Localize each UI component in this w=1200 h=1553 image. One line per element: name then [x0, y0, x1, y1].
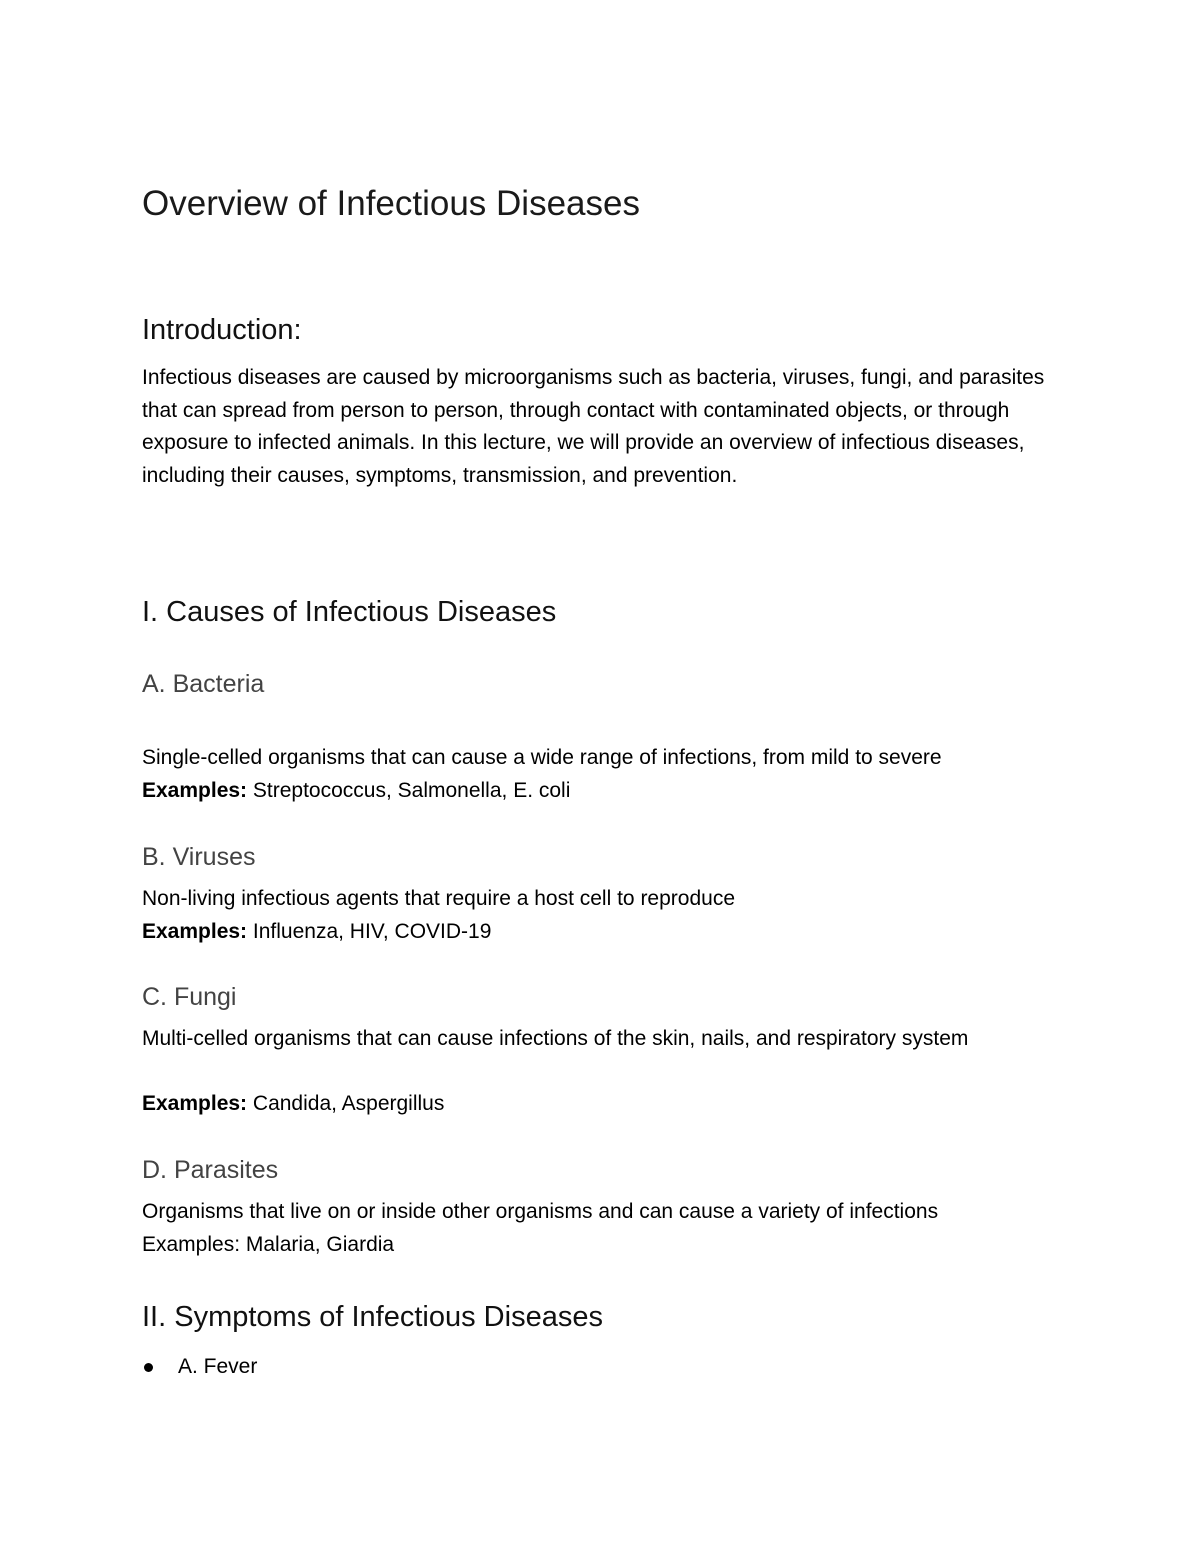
fungi-description: Multi-celled organisms that can cause infections of the skin, nails, and respiratory system: [142, 1027, 969, 1050]
examples-label: Examples:: [142, 920, 248, 943]
bullet-icon: [144, 1363, 153, 1372]
list-item: [178, 1351, 257, 1384]
parasites-examples: Examples: Malaria, Giardia: [142, 1233, 395, 1256]
bacteria-examples: [142, 775, 570, 808]
bacteria-description: Single-celled organisms that can cause a wide range of infections, from mild to severe: [142, 746, 942, 769]
viruses-description: Non-living infectious agents that require a host cell to reproduce: [142, 887, 736, 910]
parasites-heading: D. Parasites: [142, 1156, 279, 1184]
introduction-paragraph: Infectious diseases are caused by microorganisms such as bacteria, viruses, fungi, and parasites that can spread from person to person, through contact with contaminated objects, or through exposure to infected animals. In this lecture, we will provide an overview of infectious diseases, including their causes, symptoms, transmission, and prevention.: [142, 366, 1045, 487]
viruses-examples: [142, 916, 491, 949]
bacteria-heading: A. Bacteria: [142, 670, 265, 698]
examples-label: Examples:: [142, 779, 248, 802]
list-item-label: A. Fever: [178, 1355, 258, 1378]
examples-label: Examples:: [142, 1092, 248, 1115]
document-title: Overview of Infectious Diseases: [142, 184, 640, 223]
section-symptoms-heading: II. Symptoms of Infectious Diseases: [142, 1301, 603, 1333]
examples-text: Candida, Aspergillus: [247, 1092, 445, 1115]
examples-text: Influenza, HIV, COVID-19: [247, 920, 492, 943]
section-causes-heading: I. Causes of Infectious Diseases: [142, 596, 557, 628]
fungi-examples: [142, 1088, 444, 1121]
fungi-heading: C. Fungi: [142, 983, 237, 1011]
examples-text: Streptococcus, Salmonella, E. coli: [247, 779, 571, 802]
introduction-heading: Introduction:: [142, 314, 302, 346]
viruses-heading: B. Viruses: [142, 843, 256, 871]
parasites-description: Organisms that live on or inside other organisms and can cause a variety of infections: [142, 1200, 939, 1223]
